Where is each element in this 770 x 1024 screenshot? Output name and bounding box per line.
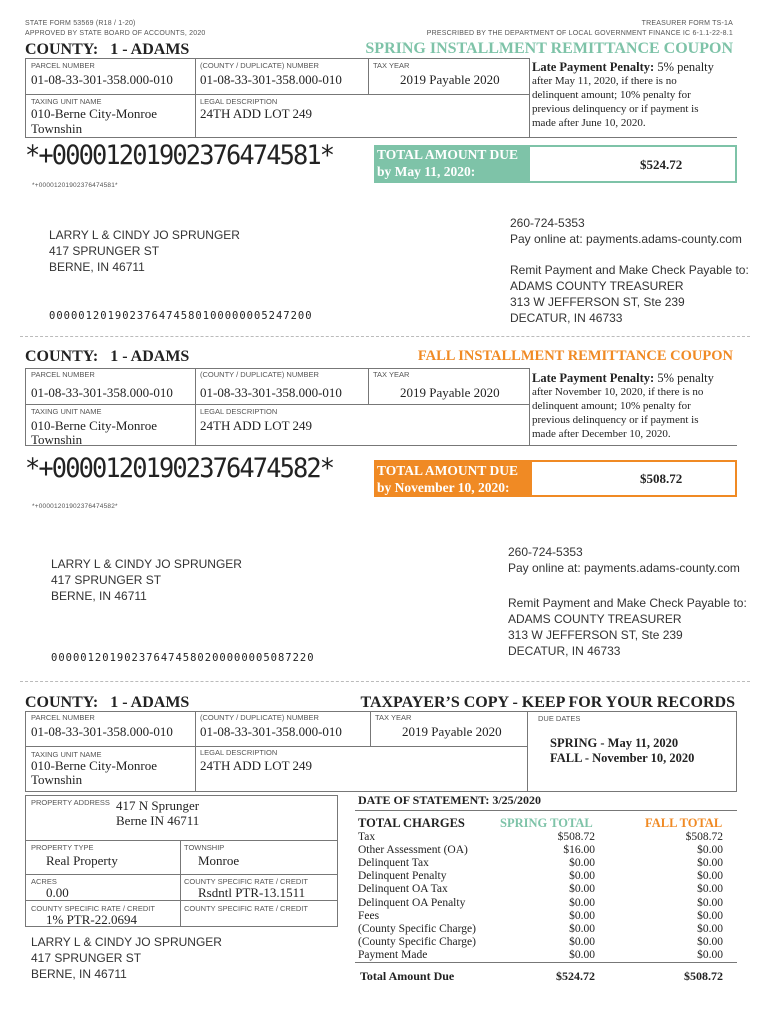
spring-payee: 260-724-5353 Pay online at: payments.adams-county.com Remit Payment and Make Check Payable to: ADAMS COUNTY TREASURER 313 W JEFFERSON ST, Ste 239 DECATUR, IN 46733 [510,216,749,325]
charge-label: Delinquent OA Penalty [358,896,466,909]
charge-spring: $16.00 [563,844,595,857]
due-dates-label: DUE DATES [538,714,581,723]
charge-spring: $0.00 [569,857,595,870]
copy-county: COUNTY: 1 - ADAMS [25,694,190,711]
spring-total-label: TOTAL AMOUNT DUE by May 11, 2020: [377,147,519,179]
total-due-spring: $524.72 [556,969,595,983]
charge-fall: $0.00 [697,935,723,948]
spring-taxpayer-address: LARRY L & CINDY JO SPRUNGER 417 SPRUNGER ST BERNE, IN 46711 [49,228,240,274]
copy-legal-label: LEGAL DESCRIPTION [200,748,278,757]
spring-barcode-text: *+00001201902376474581* [32,182,118,189]
fall-total-box [374,460,737,497]
charge-label: (County Specific Charge) [358,935,476,948]
due-dates: SPRING - May 11, 2020 FALL - November 10, 2020 [550,736,695,765]
fall-legal-label: LEGAL DESCRIPTION [200,407,278,416]
township-label: TOWNSHIP [184,843,225,852]
copy-duplicate-label: (COUNTY / DUPLICATE) NUMBER [200,713,319,722]
copy-tax-year: 2019 Payable 2020 [402,724,502,739]
fall-penalty: Late Payment Penalty: 5% penalty after November 10, 2020, if there is no delinquent amount; 10% penalty for previous delinquency or if payment is made after December 10, 2020. [532,371,714,440]
form-number: STATE FORM 53569 (R18 / 1-20) [25,20,136,27]
fall-taxing-unit-label: TAXING UNIT NAME [31,407,102,416]
county-rate-1: Rsdntl PTR-13.1511 [198,885,306,900]
total-due-label: Total Amount Due [360,969,455,983]
property-address-1: 417 N Sprunger [116,798,200,813]
fall-total-heading: FALL TOTAL [645,816,723,830]
fall-parcel-number: 01-08-33-301-358.000-010 [31,385,173,400]
parcel-label: PARCEL NUMBER [31,61,95,70]
charge-label: Fees [358,909,380,922]
charge-fall: $0.00 [697,844,723,857]
spring-total-box [374,145,737,183]
copy-legal-description: 24TH ADD LOT 249 [200,758,313,773]
charge-fall: $0.00 [697,883,723,896]
copy-parcel-label: PARCEL NUMBER [31,713,95,722]
county-rate-label-3: COUNTY SPECIFIC RATE / CREDIT [184,904,308,913]
fall-duplicate-number: 01-08-33-301-358.000-010 [200,385,342,400]
taxing-unit-label: TAXING UNIT NAME [31,97,102,106]
treasurer-form: TREASURER FORM TS-1A [641,20,733,27]
charge-fall: $0.00 [697,909,723,922]
legal-description: 24TH ADD LOT 249 [200,106,313,121]
charge-fall: $0.00 [697,857,723,870]
fall-taxing-unit-2: Townshin [31,432,83,447]
fall-payee: 260-724-5353 Pay online at: payments.adams-county.com Remit Payment and Make Check Payable to: ADAMS COUNTY TREASURER 313 W JEFFERSON ST, Ste 239 DECATUR, IN 46733 [508,545,747,658]
copy-taxing-unit: 010-Berne City-Monroe [31,758,158,773]
copy-taxpayer-address: LARRY L & CINDY JO SPRUNGER 417 SPRUNGER ST BERNE, IN 46711 [31,935,222,981]
property-address-2: Berne IN 46711 [116,813,200,828]
acres-label: ACRES [31,877,57,886]
spring-barcode: *+00001201902376474581* [25,140,334,171]
copy-tax-year-label: TAX YEAR [375,713,412,722]
property-type-label: PROPERTY TYPE [31,843,94,852]
property-address-label: PROPERTY ADDRESS [31,798,110,807]
duplicate-number: 01-08-33-301-358.000-010 [200,72,342,87]
charge-spring: $508.72 [557,831,595,843]
spring-penalty: Late Payment Penalty: 5% penalty after May 11, 2020, if there is no delinquent amount; 10% penalty for previous delinquency or if payment is made after June 10, 2020. [532,60,714,129]
fall-coupon-title: FALL INSTALLMENT REMITTANCE COUPON [417,348,733,364]
copy-taxing-unit-2: Townshin [31,772,83,787]
copy-duplicate-number: 01-08-33-301-358.000-010 [200,724,342,739]
fall-taxpayer-address: LARRY L & CINDY JO SPRUNGER 417 SPRUNGER ST BERNE, IN 46711 [51,557,242,603]
copy-parcel-number: 01-08-33-301-358.000-010 [31,724,173,739]
tax-year: 2019 Payable 2020 [400,72,500,87]
charge-fall: $0.00 [697,896,723,909]
charge-fall: $0.00 [697,870,723,883]
charge-label: Tax [358,831,376,843]
charge-label: Delinquent OA Tax [358,883,448,896]
statement-date: DATE OF STATEMENT: 3/25/2020 [358,793,542,807]
duplicate-label: (COUNTY / DUPLICATE) NUMBER [200,61,319,70]
charge-fall: $0.00 [697,948,723,961]
property-type: Real Property [46,853,118,868]
charge-spring: $0.00 [569,883,595,896]
charge-label: Delinquent Penalty [358,870,447,883]
spring-total-heading: SPRING TOTAL [500,816,593,830]
acres: 0.00 [46,885,69,900]
charge-spring: $0.00 [569,948,595,961]
charge-fall: $0.00 [697,922,723,935]
fall-tax-year-label: TAX YEAR [373,370,410,379]
charge-spring: $0.00 [569,935,595,948]
spring-amount: $524.72 [640,157,683,172]
charge-spring: $0.00 [569,896,595,909]
charge-label: (County Specific Charge) [358,922,476,935]
spring-county: COUNTY: 1 - ADAMS [25,41,190,58]
taxing-unit: 010-Berne City-Monroe [31,106,158,121]
fall-tax-year: 2019 Payable 2020 [400,385,500,400]
fall-county: COUNTY: 1 - ADAMS [25,348,190,365]
form-approval: APPROVED BY STATE BOARD OF ACCOUNTS, 2020 [25,30,206,37]
fall-duplicate-label: (COUNTY / DUPLICATE) NUMBER [200,370,319,379]
fall-scanline: 000001201902376474580200000005087220 [51,652,315,664]
total-charges-heading: TOTAL CHARGES [358,816,465,830]
charge-fall: $508.72 [685,831,723,843]
fall-taxing-unit: 010-Berne City-Monroe [31,418,158,433]
parcel-number: 01-08-33-301-358.000-010 [31,72,173,87]
spring-coupon-title: SPRING INSTALLMENT REMITTANCE COUPON [365,40,733,57]
fall-total-label: TOTAL AMOUNT DUE by November 10, 2020: [377,463,519,495]
fall-barcode-text: *+00001201902376474582* [32,503,118,510]
charge-label: Payment Made [358,948,428,961]
county-rate-2: 1% PTR-22.0694 [46,912,137,927]
county-rate-label: COUNTY SPECIFIC RATE / CREDIT [184,877,308,886]
charge-spring: $0.00 [569,922,595,935]
fall-amount: $508.72 [640,471,683,486]
charge-spring: $0.00 [569,909,595,922]
total-due-fall: $508.72 [684,969,723,983]
township: Monroe [198,853,240,868]
charge-spring: $0.00 [569,870,595,883]
fall-parcel-label: PARCEL NUMBER [31,370,95,379]
charge-label: Other Assessment (OA) [358,844,468,857]
fall-legal-description: 24TH ADD LOT 249 [200,418,313,433]
fall-barcode: *+00001201902376474582* [25,453,334,484]
prescribed-line: PRESCRIBED BY THE DEPARTMENT OF LOCAL GOVERNMENT FINANCE IC 6-1.1-22-8.1 [426,30,733,37]
taxing-unit-2: Townshin [31,121,83,136]
copy-title: TAXPAYER’S COPY - KEEP FOR YOUR RECORDS [360,694,735,711]
charge-label: Delinquent Tax [358,857,429,870]
copy-taxing-unit-label: TAXING UNIT NAME [31,750,102,759]
county-rate-label-2: COUNTY SPECIFIC RATE / CREDIT [31,904,155,913]
legal-label: LEGAL DESCRIPTION [200,97,278,106]
spring-scanline: 000001201902376474580100000005247200 [49,310,313,322]
tax-year-label: TAX YEAR [373,61,410,70]
